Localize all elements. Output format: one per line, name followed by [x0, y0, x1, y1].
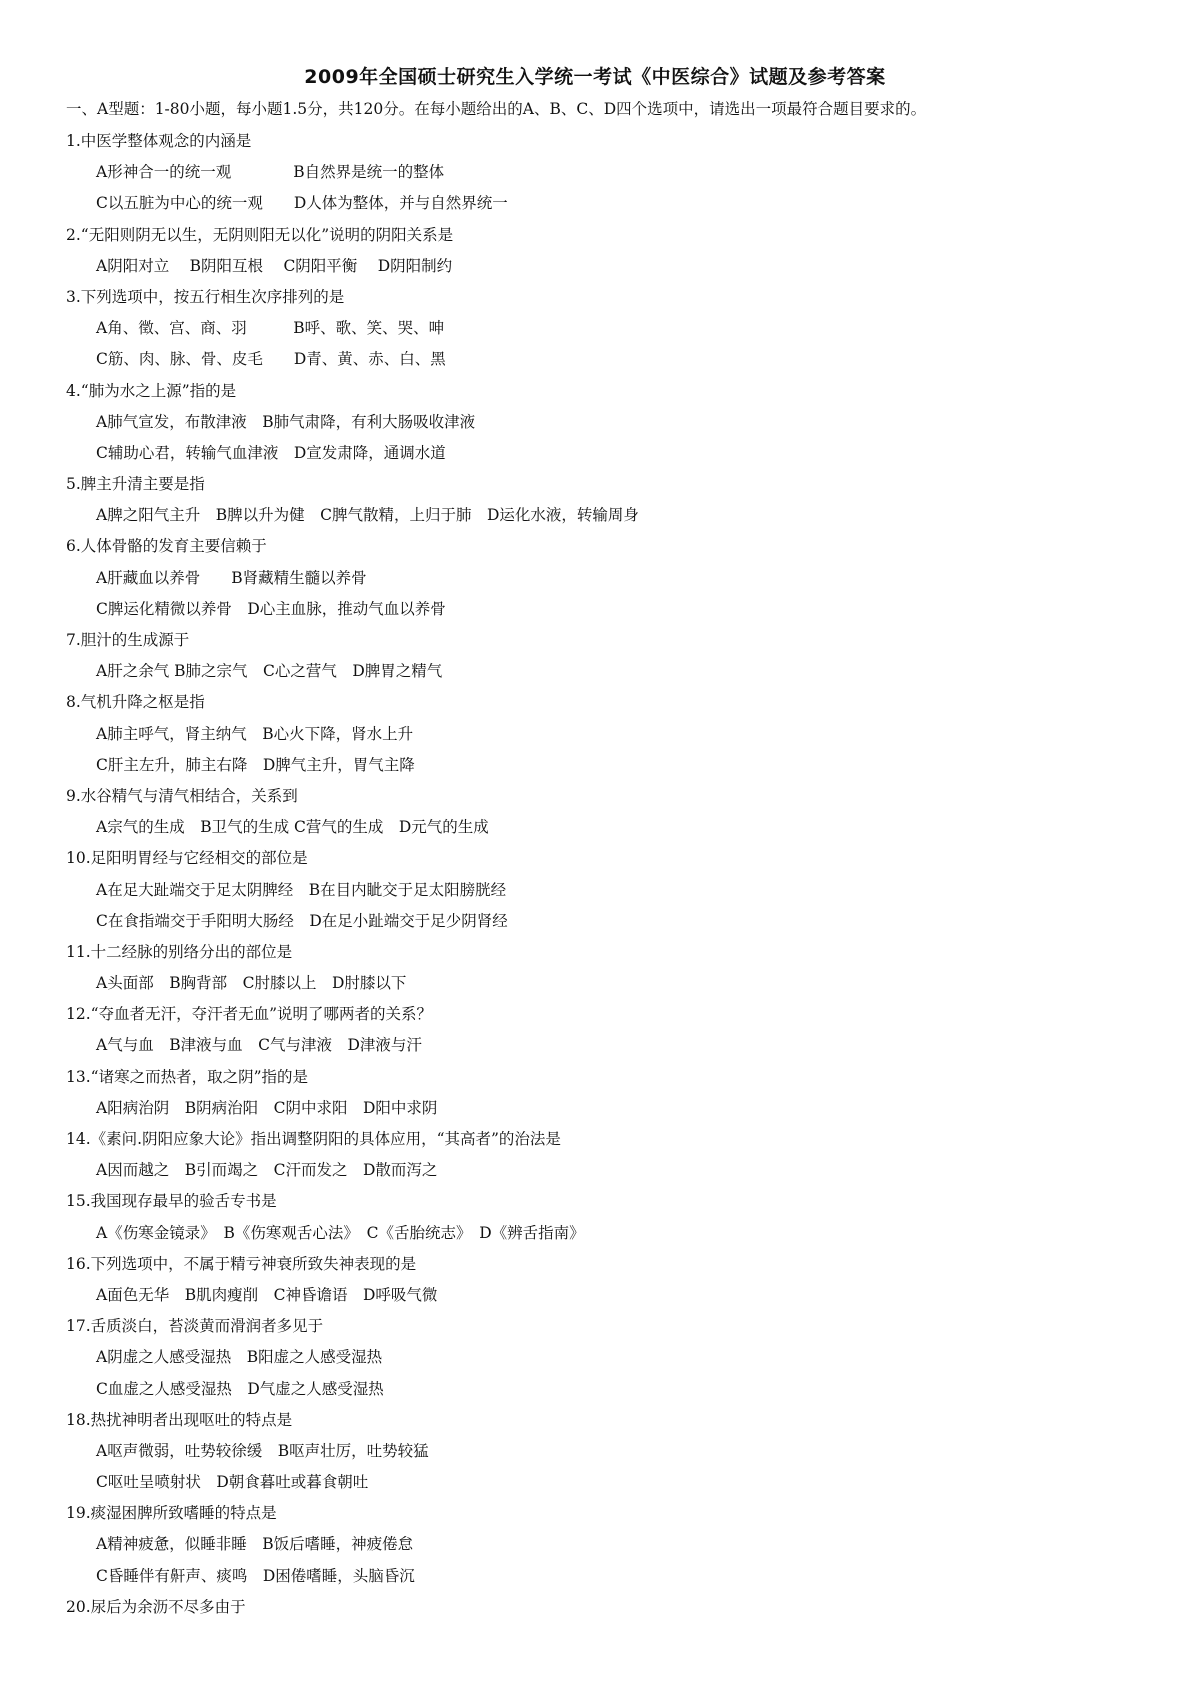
- question-stem: 7.胆汁的生成源于: [66, 631, 190, 649]
- answer-options-line: A肺气宣发，布散津液 B肺气肃降，有利大肠吸收津液: [96, 412, 476, 431]
- question-item: [66, 220, 1146, 282]
- answer-options-line: C筋、肉、脉、骨、皮毛 D青、黄、赤、白、黑: [96, 350, 446, 369]
- question-item: [66, 1124, 1146, 1186]
- answer-options-line: A脾之阳气主升 B脾以升为健 C脾气散精，上归于肺 D运化水液，转输周身: [96, 506, 639, 525]
- question-stem: 6.人体骨骼的发育主要信赖于: [66, 537, 267, 556]
- question-item: [66, 531, 1146, 625]
- question-stem: 1.中医学整体观念的内涵是: [66, 132, 252, 150]
- question-item: [66, 843, 1146, 937]
- question-item: [66, 781, 1146, 843]
- answer-options-line: A宗气的生成 B卫气的生成 C营气的生成 D元气的生成: [96, 818, 489, 837]
- question-stem: 11.十二经脉的别络分出的部位是: [66, 942, 293, 961]
- answer-options-line: A呕声微弱，吐势较徐缓 B呕声壮厉，吐势较猛: [96, 1441, 429, 1460]
- answer-options-line: A阴虚之人感受湿热 B阳虚之人感受湿热: [96, 1348, 383, 1367]
- question-stem: 18.热扰神明者出现呕吐的特点是: [66, 1410, 293, 1429]
- question-item: [66, 1249, 1146, 1311]
- question-item: [66, 376, 1146, 470]
- answer-options-line: A肝藏血以养骨 B肾藏精生髓以养骨: [96, 568, 367, 587]
- answer-options-line: C肝主左升，肺主右降 D脾气主升，胃气主降: [96, 755, 415, 774]
- question-stem: 4.“肺为水之上源”指的是: [66, 381, 237, 400]
- question-item: [66, 1311, 1146, 1405]
- answer-options-line: C昏睡伴有鼾声、痰鸣 D困倦嗜睡，头脑昏沉: [96, 1566, 415, 1585]
- question-stem: 8.气机升降之枢是指: [66, 693, 205, 712]
- answer-options-line: A肝之余气 B肺之宗气 C心之营气 D脾胃之精气: [96, 662, 443, 681]
- section-instructions: 一、A型题：1-80小题，每小题1.5分，共120分。在每小题给出的A、B、C、D四个选项中，请选出一项最符合题目要求的。: [66, 100, 927, 118]
- answer-options-line: C呕吐呈喷射状 D朝食暮吐或暮食朝吐: [96, 1473, 369, 1492]
- question-item: [66, 1186, 1146, 1248]
- question-stem: 9.水谷精气与清气相结合，关系到: [66, 786, 298, 805]
- question-stem: 20.尿后为余沥不尽多由于: [66, 1597, 246, 1616]
- question-item: [66, 1498, 1146, 1592]
- question-stem: 12.“夺血者无汗，夺汗者无血”说明了哪两者的关系？: [66, 1005, 432, 1024]
- answer-options-line: A在足大趾端交于足太阴脾经 B在目内眦交于足太阳膀胱经: [96, 880, 507, 899]
- question-stem: 2.“无阳则阴无以生，无阴则阳无以化”说明的阴阳关系是: [66, 225, 454, 244]
- answer-options-line: C以五脏为中心的统一观 D人体为整体，并与自然界统一: [96, 194, 508, 213]
- question-item: [66, 1405, 1146, 1499]
- question-item: [66, 469, 1146, 531]
- answer-options-line: A面色无华 B肌肉瘦削 C神昏谵语 D呼吸气微: [96, 1285, 438, 1304]
- question-list: [66, 126, 1146, 1623]
- answer-options-line: A角、徵、宫、商、羽 B呼、歌、笑、哭、呻: [96, 319, 445, 338]
- question-item: [66, 687, 1146, 781]
- answer-options-line: C在食指端交于手阳明大肠经 D在足小趾端交于足少阴肾经: [96, 911, 508, 930]
- answer-options-line: A头面部 B胸背部 C肘膝以上 D肘膝以下: [96, 974, 407, 993]
- answer-options-line: A阴阳对立 B阴阳互根 C阴阳平衡 D阴阳制约: [96, 256, 453, 275]
- question-item: [66, 282, 1146, 376]
- question-item: [66, 937, 1146, 999]
- answer-options-line: C血虚之人感受湿热 D气虚之人感受湿热: [96, 1379, 384, 1398]
- question-stem: 16.下列选项中，不属于精亏神衰所致失神表现的是: [66, 1254, 417, 1273]
- question-stem: 15.我国现存最早的验舌专书是: [66, 1192, 277, 1211]
- answer-options-line: C脾运化精微以养骨 D心主血脉，推动气血以养骨: [96, 599, 446, 618]
- question-stem: 10.足阳明胃经与它经相交的部位是: [66, 849, 308, 868]
- question-item: [66, 1592, 1146, 1623]
- answer-options-line: A形神合一的统一观 B自然界是统一的整体: [96, 163, 445, 182]
- answer-options-line: A《伤寒金镜录》 B《伤寒观舌心法》 C《舌胎统志》 D《辨舌指南》: [96, 1223, 585, 1242]
- question-stem: 5.脾主升清主要是指: [66, 475, 205, 494]
- question-item: [66, 625, 1146, 687]
- answer-options-line: C辅助心君，转输气血津液 D宣发肃降，通调水道: [96, 443, 446, 462]
- question-stem: 17.舌质淡白，苔淡黄而滑润者多见于: [66, 1317, 324, 1336]
- question-stem: 13.“诸寒之而热者，取之阴”指的是: [66, 1067, 308, 1086]
- answer-options-line: A肺主呼气，肾主纳气 B心火下降，肾水上升: [96, 724, 414, 743]
- answer-options-line: A因而越之 B引而竭之 C汗而发之 D散而泻之: [96, 1161, 438, 1180]
- question-stem: 19.痰湿困脾所致嗜睡的特点是: [66, 1504, 277, 1523]
- answer-options-line: A精神疲惫，似睡非睡 B饭后嗜睡，神疲倦怠: [96, 1535, 414, 1554]
- answer-options-line: A阳病治阴 B阴病治阳 C阴中求阳 D阳中求阴: [96, 1098, 438, 1117]
- question-item: [66, 999, 1146, 1061]
- question-item: [66, 1062, 1146, 1124]
- question-item: [66, 126, 1146, 220]
- question-stem: 14.《素问.阴阳应象大论》指出调整阴阳的具体应用，“其高者”的治法是: [66, 1130, 561, 1148]
- question-stem: 3.下列选项中，按五行相生次序排列的是: [66, 287, 345, 306]
- answer-options-line: A气与血 B津液与血 C气与津液 D津液与汗: [96, 1036, 422, 1055]
- exam-title: 2009年全国硕士研究生入学统一考试《中医综合》试题及参考答案: [304, 66, 886, 88]
